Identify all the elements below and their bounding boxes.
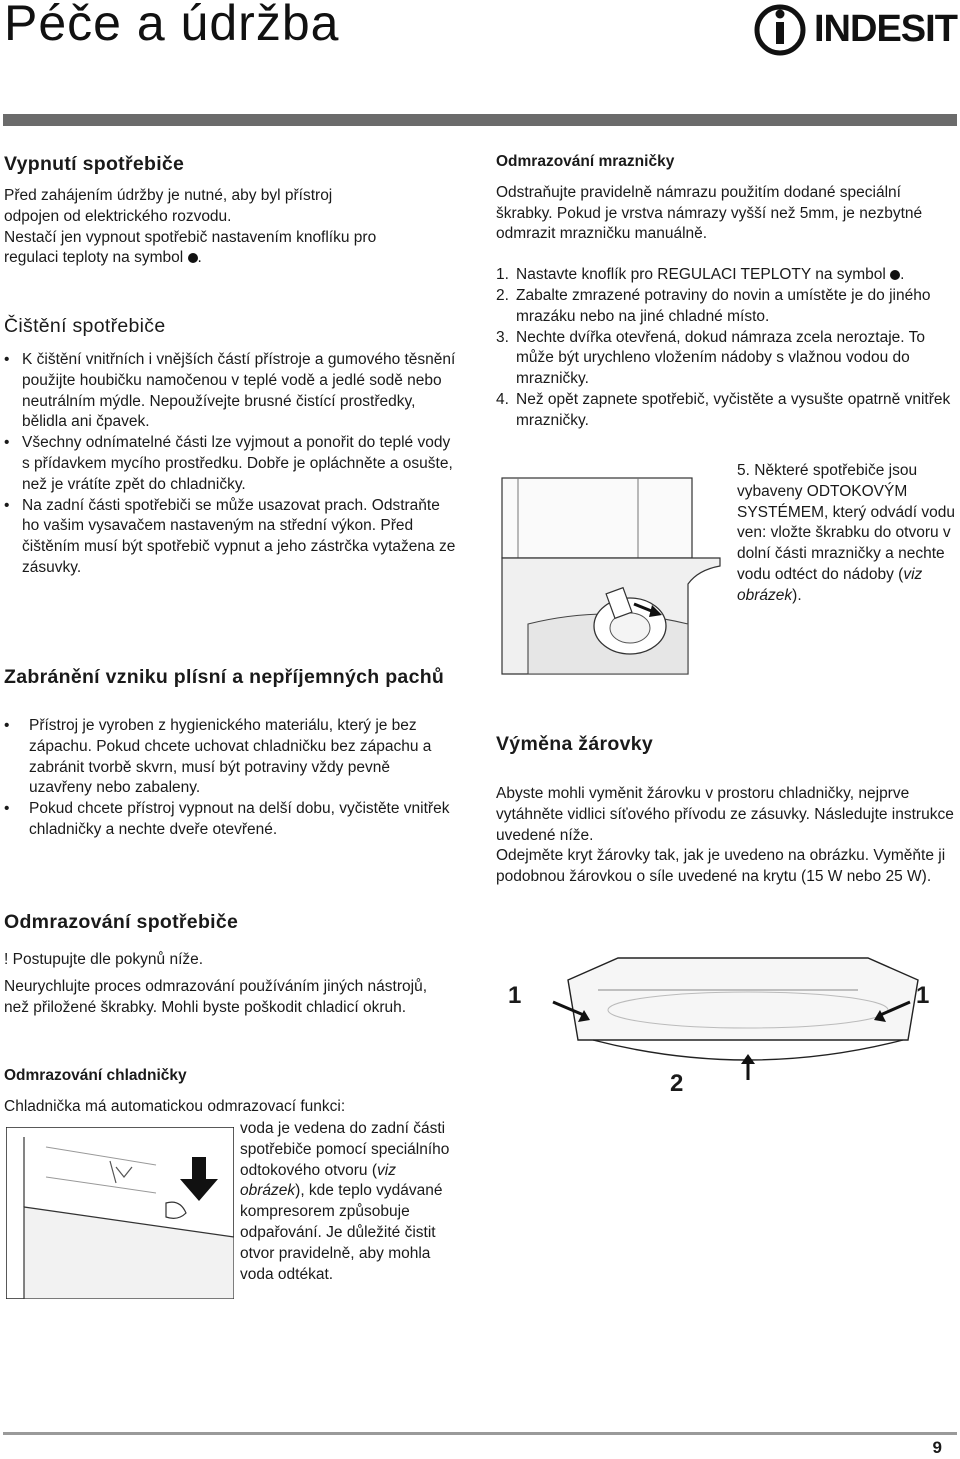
list-item: 2. Zabalte zmrazené potraviny do novin a umístěte je do jiného mrazáku nebo na jiné chladné místo.	[496, 286, 931, 325]
note-text: Neurychlujte proces odmrazování používáním jiných nástrojů, než přiložené škrabky. Mohli byste poškodit chladicí okruh.	[4, 977, 428, 1016]
off-symbol-icon	[890, 270, 900, 280]
section-defrosting	[4, 910, 456, 1018]
list-item: • Přístroj je vyroben z hygienického materiálu, který je bez zápachu. Pokud chcete uchovat chladničku bez zápachu a zabránit tvorbě skvrn, musí být potraviny vždy pevně uzavřeny nebo zabaleny.	[4, 716, 456, 799]
list-item: • Na zadní části spotřebiči se může usazovat prach. Odstraňte ho vašim vysavačem nastaveným na střední výkon. Před čištěním musí být spotřebič vypnut a jeho zástrčka vytažena ze zásuvky.	[4, 496, 456, 579]
list-item: 4. Než opět zapnete spotřebič, vyčistěte a vysušte opatrně vnitřek mrazničky.	[496, 390, 951, 429]
paragraph-line: Nestačí jen vypnout spotřebič nastavením knoflíku pro	[4, 228, 377, 246]
subsection-heading: Odmrazování mrazničky	[496, 153, 675, 170]
section-heading: Čištění spotřebiče	[4, 315, 166, 337]
list-item: • K čištění vnitřních i vnějších částí přístroje a gumového těsnění použijte houbičku namočenou v teplé vodě a jedlé sodě nebo neutrálním mýdle. Nepoužívejte brusné čistící prostředky, bělidla ani čpavek.	[4, 350, 456, 433]
section-fridge-defrost	[4, 1066, 456, 1118]
brand-emblem-icon	[752, 2, 812, 56]
off-symbol-icon	[188, 253, 198, 263]
footer-rule	[3, 1432, 957, 1435]
freezer-drain-text: 5. Některé spotřebiče jsou vybaveny ODTOKOVÝM SYSTÉMEM, který odvádí vodu ven: vložte škrabku do otvoru v dolní části mrazničky a nechte vodu odtéct do nádoby (viz obrázek).	[737, 462, 955, 604]
intro-text: Odstraňujte pravidelně námrazu použitím dodané speciální škrabky. Pokud je vrstva námrazy vyšší než 5mm, je nezbytné odmrazit mrazničku manuálně.	[496, 183, 923, 243]
paragraph-line: odpojen od elektrického rozvodu.	[4, 207, 232, 225]
figure-label: 1	[916, 982, 930, 1009]
list-item: 1. Nastavte knoflík pro REGULACI TEPLOTY na symbol .	[496, 266, 905, 284]
paragraph-line: regulaci teploty na symbol .	[4, 249, 202, 267]
section-bulb-replacement	[496, 732, 956, 888]
header-rule	[3, 114, 957, 126]
fridge-drain-figure	[6, 1127, 234, 1299]
section-freezer-defrost	[496, 152, 956, 432]
brand-wordmark: INDESIT	[814, 8, 957, 50]
bullet-list	[4, 350, 456, 579]
subsection-heading: Odmrazování chladničky	[4, 1067, 187, 1084]
intro-text: Chladnička má automatickou odmrazovací funkci:	[4, 1097, 346, 1115]
steps-list	[496, 265, 956, 431]
paragraph: Abyste mohli vyměnit žárovku v prostoru chladničky, nejprve vytáhněte vidlici síťového přívodu ze zásuvky. Následujte instrukce uvedené níže.	[496, 785, 954, 844]
list-item: 3. Nechte dvířka otevřená, dokud námraza zcela neroztaje. To může být urychleno vložením nádoby s vlažnou vodou do mrazničky.	[496, 328, 925, 388]
section-heading: Výměna žárovky	[496, 733, 654, 755]
figure-label: 1	[508, 982, 522, 1009]
fridge-defrost-text: voda je vedena do zadní části spotřebiče pomocí speciálního odtokového otvoru (viz obrázek), kde teplo vydávané kompresorem způsobuje odpařování. Je důležité čistit otvor pravidelně, aby mohla voda odtékat.	[240, 1120, 450, 1283]
section-mould-prevention	[4, 664, 456, 841]
section-cleaning	[4, 314, 456, 579]
figure-label: 2	[670, 1070, 684, 1097]
paragraph: Odejměte kryt žárovky tak, jak je uvedeno na obrázku. Vyměňte ji podobnou žárovkou o síle uvedené na krytu (15 W nebo 25 W).	[496, 847, 946, 886]
section-heading: Odmrazování spotřebiče	[4, 911, 239, 933]
bullet-list	[4, 716, 456, 841]
list-item: • Všechny odnímatelné části lze vyjmout a ponořit do teplé vody s přídavkem mycího prostředku. Dobře je opláchněte a osušte, než je vrátíte zpět do chladničky.	[4, 433, 456, 495]
list-item: • Pokud chcete přístroj vypnout na delší dobu, vyčistěte vnitřek chladničky a nechte dveře otevřené.	[4, 799, 456, 841]
paragraph-line: Před zahájením údržby je nutné, aby byl přístroj	[4, 187, 333, 204]
bulb-cover-figure	[498, 930, 958, 1112]
brand-logo	[752, 2, 957, 56]
section-heading: Zabránění vzniku plísní a nepříjemných pachů	[4, 666, 445, 688]
section-switch-off	[4, 152, 456, 269]
page-title: Péče a údržba	[4, 0, 340, 51]
section-heading: Vypnutí spotřebiče	[4, 153, 185, 175]
page-number: 9	[932, 1438, 942, 1457]
freezer-drain-figure	[498, 474, 726, 682]
warning-text: ! Postupujte dle pokynů níže.	[4, 951, 204, 968]
